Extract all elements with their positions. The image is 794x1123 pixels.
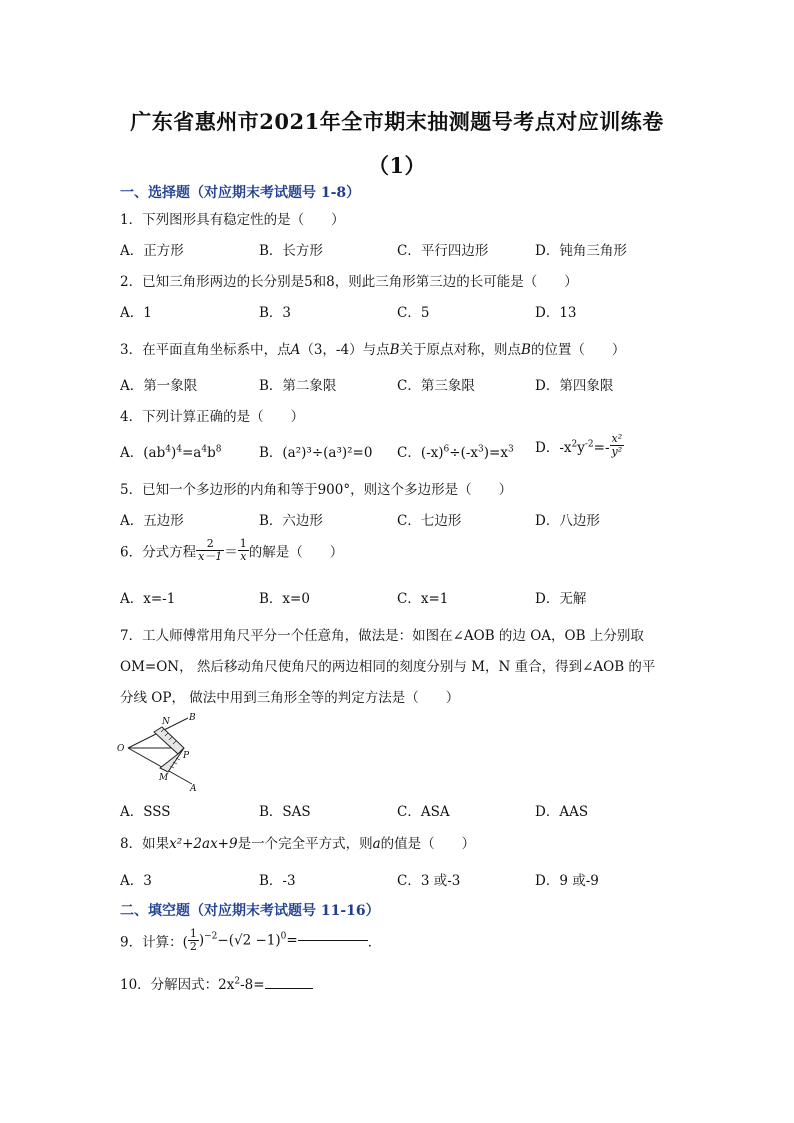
question-4-option-a	[120, 441, 221, 461]
q6-equals: ＝	[224, 544, 238, 561]
q9-part: 9．计算：(	[120, 934, 188, 951]
question-1-option-a: A．正方形	[120, 243, 184, 259]
question-2-option-a: A．1	[120, 305, 152, 321]
question-6-stem	[120, 538, 343, 563]
question-8-text-b: 是一个完全平方式，则	[237, 836, 373, 852]
question-5-option-b: B．六边形	[259, 513, 323, 529]
question-3-option-d: D．第四象限	[535, 378, 614, 394]
q4d-sup: -2	[584, 439, 594, 449]
q4d-part: D．-x	[535, 439, 572, 456]
q4a-part: b	[207, 445, 216, 461]
q4d-denominator: y²	[611, 445, 623, 458]
question-4-stem: 4．下列计算正确的是（ ）	[120, 409, 305, 425]
q4d-fraction	[610, 433, 625, 458]
q9-part: )	[198, 932, 205, 949]
question-3-text-c: 关于原点对称，则点	[399, 342, 522, 358]
q4a-part: =a	[181, 445, 202, 461]
q4d-sup: 2	[571, 439, 578, 449]
question-9-stem	[120, 928, 381, 953]
point-b-var: B	[389, 342, 400, 358]
q10-sup: 2	[234, 976, 241, 987]
q6-frac2-numerator: 1	[239, 537, 247, 550]
question-8-text-a: 8．如果	[120, 836, 170, 852]
q6-fraction-right	[238, 538, 249, 563]
point-b-var-2: B	[521, 342, 531, 358]
q6-fraction-left	[196, 538, 224, 563]
question-1-option-b: B．长方形	[259, 243, 323, 259]
q9-numerator: 1	[189, 927, 197, 940]
label-m: M	[159, 773, 169, 783]
q4c-sup: 3	[507, 444, 514, 455]
q9-answer-blank[interactable]	[298, 940, 368, 941]
question-3-text-b: （3，-4）与点	[300, 342, 390, 358]
q9-part: ．	[367, 934, 382, 951]
q4c-part: ÷(-x	[449, 445, 479, 461]
q4a-sup: 4	[201, 444, 208, 455]
q4d-part: =-	[593, 439, 610, 456]
q10-answer-blank[interactable]	[265, 988, 313, 989]
question-4-option-c	[397, 441, 514, 461]
q9-part: −(√2 −1)	[217, 932, 281, 949]
question-6-text-a: 6．分式方程	[120, 544, 197, 561]
q10-part: 10．分解因式：2x	[120, 977, 235, 993]
question-8-option-a: A．3	[120, 873, 152, 889]
q9-sup: 0	[280, 931, 287, 942]
question-8-option-d: D．9 或-9	[535, 873, 599, 889]
point-a-var: A	[290, 342, 301, 358]
question-4-option-b: B．(a²)³÷(a³)²=0	[259, 445, 373, 461]
question-5-option-d: D．八边形	[535, 513, 600, 529]
question-3-option-b: B．第二象限	[259, 378, 337, 394]
q6-frac2-denominator: x	[240, 550, 247, 563]
question-7-line3: 分线 OP， 做法中用到三角形全等的判定方法是（ ）	[120, 690, 460, 706]
question-8-stem	[120, 832, 475, 852]
question-6-text-b: 的解是（ ）	[248, 544, 344, 561]
q4a-sup: 4	[176, 444, 182, 455]
question-8-text-c: 的值是（ ）	[380, 836, 476, 852]
question-7-option-a: A．SSS	[120, 804, 171, 820]
label-a: A	[190, 784, 197, 792]
question-1-option-d: D．钝角三角形	[535, 243, 627, 259]
question-2-option-b: B．3	[259, 305, 292, 321]
question-6-option-a: A．x=-1	[120, 591, 176, 607]
question-2-stem: 2．已知三角形两边的长分别是5和8，则此三角形第三边的长可能是（ ）	[120, 274, 578, 290]
question-7-line2: OM=ON， 然后移动角尺使角尺的两边相同的刻度分别与 M，N 重合，得到∠AOB 的平	[120, 659, 656, 675]
question-3-option-c: C．第三象限	[397, 378, 475, 394]
question-4-option-d	[535, 433, 624, 458]
q4d-numerator: x²	[611, 432, 623, 445]
q4a-part: )	[170, 445, 177, 461]
label-o: O	[117, 744, 125, 754]
question-8-option-c: C．3 或-3	[397, 873, 461, 889]
angle-square-figure	[116, 710, 204, 792]
section-fill-heading: 二、填空题（对应期末考试题号 11-16）	[120, 903, 380, 919]
q4c-sup: 6	[443, 444, 450, 455]
question-2-option-c: C．5	[397, 305, 430, 321]
q6-frac1-numerator: 2	[196, 538, 224, 551]
q9-denominator: 2	[189, 940, 197, 953]
square-arm-lower	[160, 748, 184, 772]
question-6-option-b: B．x=0	[259, 591, 310, 607]
question-5-option-a: A．五边形	[120, 513, 184, 529]
q4a-sup: 8	[215, 444, 222, 455]
document-title-line1: 广东省惠州市2021年全市期末抽测题号考点对应训练卷	[130, 109, 664, 134]
q9-fraction	[188, 928, 199, 953]
q4c-part: C．(-x)	[397, 445, 444, 461]
q8-expression: x²+2ax+9	[169, 836, 238, 852]
question-3-text-a: 3．在平面直角坐标系中，点	[120, 342, 291, 358]
document-title-line2: （1）	[367, 153, 427, 178]
question-5-stem: 5．已知一个多边形的内角和等于900°，则这个多边形是（ ）	[120, 482, 513, 498]
q4d-part: y	[577, 439, 585, 456]
q4a-part: A．(ab	[120, 445, 166, 461]
q4c-sup: 3	[478, 444, 484, 455]
question-5-option-c: C．七边形	[397, 513, 462, 529]
square-arm-upper	[154, 727, 184, 754]
q4a-sup: 4	[165, 444, 171, 455]
question-7-line1: 7．工人师傅常用角尺平分一个任意角，做法是：如图在∠AOB 的边 OA，OB 上分别取	[120, 628, 644, 644]
label-p: P	[183, 751, 190, 761]
q4c-part: )=x	[483, 445, 508, 461]
question-1-option-c: C．平行四边形	[397, 243, 489, 259]
label-n: N	[162, 717, 170, 727]
question-1-stem: 1．下列图形具有稳定性的是（ ）	[120, 212, 345, 228]
section-choice-heading: 一、选择题（对应期末考试题号 1-8）	[120, 185, 361, 201]
q9-sup: −2	[204, 931, 218, 942]
question-10-stem	[120, 973, 313, 993]
question-6-option-c: C．x=1	[397, 591, 449, 607]
question-3-option-a: A．第一象限	[120, 378, 198, 394]
q9-part: =	[286, 932, 298, 949]
question-7-option-b: B．SAS	[259, 804, 311, 820]
question-2-option-d: D．13	[535, 305, 577, 321]
q10-part: -8=	[240, 977, 265, 993]
question-3-stem	[120, 338, 625, 358]
question-7-option-d: D．AAS	[535, 804, 589, 820]
question-6-option-d: D．无解	[535, 591, 587, 607]
q6-frac1-denominator: x－1	[198, 550, 223, 563]
q8-var-a: a	[372, 836, 381, 852]
question-7-option-c: C．ASA	[397, 804, 450, 820]
question-8-option-b: B．-3	[259, 873, 296, 889]
question-3-text-d: 的位置（ ）	[530, 342, 626, 358]
label-b: B	[189, 713, 196, 723]
